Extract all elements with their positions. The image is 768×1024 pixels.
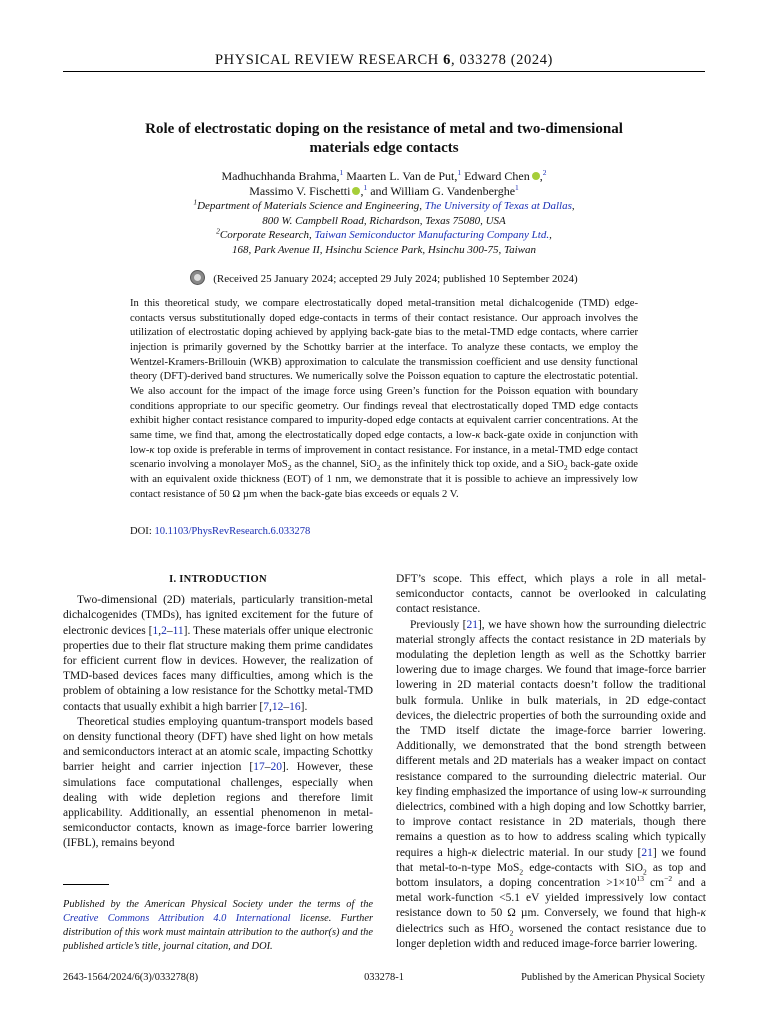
company-link[interactable]: Taiwan Semiconductor Manufacturing Company Ltd. [314, 229, 550, 242]
license-footnote [63, 898, 373, 954]
affiliation-ref[interactable]: 1 [515, 183, 519, 192]
journal-name: PHYSICAL REVIEW RESEARCH [215, 52, 439, 68]
title-line-2: materials edge contacts [309, 140, 459, 156]
abstract-text: In this theoretical study, we compare electrostatically doped metal-transition metal dichalcogenide (TMD) edge-contacts versus substitutionally doped edge-contacts in terms of their contact resistance. Our approach involves the utilization of electrostatic doping achieved by applying back-gate bias to the metal-TMD edge contacts, where carrier injection is primarily governed by the Schottky barrier at the interface. To analyze these contacts, we employ the Wentzel-Kramers-Brillouin (WKB) approximation to calculate the transmission coefficient and use density functional theory (DFT)-derived band structures. We numerically solve the Poisson equation to capture the electrostatic potential. We also account for the impact of the image force using Green’s function for the Poisson equation with boundary conditions appropriate to our specific geometry. Our findings reveal that electrostatically doped TMD edge contacts exhibit higher contact resistance compared to impurity-doped edge contacts at equivalent carrier concentrations. At the same time, we find that, among the electrostatically doped edge contacts, a low- [130, 298, 638, 441]
author-list: Madhuchhanda Brahma,$^1$ Maarten L. Van de Put,$^1$ Edward Chen ,$^2$ Massimo V. Fischetti ,$^1$ and William G. Vandenberghe$^1$ [221, 168, 547, 198]
received-dates: (Received 25 January 2024; accepted 29 July 2024; published 10 September 2024) [213, 273, 578, 285]
affiliation-punct: , [571, 200, 575, 212]
paragraph: Theoretical studies employing quantum-transport models based on density functional theory (DFT) have shed light on how metals and semiconductors interact at an atomic scale, impacting Schottky barrier height and carrier injection [17–20]. However, these simulations face computational challenges, especially when dealing with wide depletion regions and therefore limit applicability. Additionally, an essential phenomenon in metal-semiconductor contacts, known as image-force barrier lowering (IFBL), remains beyond [63, 715, 373, 850]
affiliation-ref[interactable]: 1 [339, 168, 344, 177]
subscript: 2 [287, 463, 292, 473]
citation-link[interactable]: 7 [263, 700, 269, 713]
journal-header [0, 52, 768, 69]
title-line-1: Role of electrostatic doping on the resistance of metal and two-dimensional [145, 121, 623, 137]
author-name: William G. Vandenberghe [390, 184, 516, 198]
kappa-symbol: κ [475, 429, 481, 441]
footnote-rule [63, 884, 109, 885]
footnote-text: Published by the American Physical Society under the terms of the [63, 899, 373, 910]
citation-link[interactable]: 16 [289, 700, 301, 713]
abstract-text: top oxide is preferable in terms of improvement in contact resistance. For instance, in a metal-TMD edge contact scenario involving a monolayer MoS [130, 444, 638, 471]
citation-link[interactable]: 1 [152, 624, 159, 637]
affiliation-punct: , [549, 229, 552, 242]
paragraph: Previously [21], we have shown how the surrounding dielectric material strongly affects the contact resistance in 2D materials by modulating the depletion length as well as the Schottky barrier lowering due to image charges. We found that image-force barrier lowering in 2D material contacts doesn’t follow the traditional bulk formula. Unlike in bulk materials, in 2D edge-contact devices, the dielectric properties of both the surrounding oxide and the TMD itself dictate the image-force barrier lowering. Additionally, we demonstrated that the bond strength between different metals and 2D materials has a weaker impact on contact resistance compared to the surrounding dielectric material. Our key finding emphasized the importance of using low-κ surrounding dielectrics, combined with a high doping and low Schottky barrier, to improve contact resistance in 2D materials, though there remains a question as to how to address scaling which typically requires a high-κ dielectric material. In our study [21] we found that metal-to-n-type MoS$_2$ edge-contacts with SiO$_2$ as top and bottom insulators, a doping concentration $>1\times 10^{13}$ $cm^{-2}$ and a metal work-function <5.1 eV yielded impressively low contact resistance down to 50 Ω µm. Conversely, we found that high-κ dielectrics such as HfO$_2$ worsened the contact resistance due to longer depletion width and reduced image-force barrier lowering. [396, 618, 706, 950]
footer-issn: 2643-1564/2024/6(3)/033278(8) [63, 972, 199, 983]
affiliation-number: 1 [193, 197, 198, 207]
doi-line [130, 526, 310, 537]
license-link[interactable]: Creative Commons Attribution 4.0 International [63, 913, 291, 924]
author-name: Massimo V. Fischetti [249, 184, 351, 198]
footer-page-number: 033278-1 [364, 972, 404, 983]
abstract [130, 297, 638, 502]
journal-volume: 6 [443, 52, 451, 68]
author-name: Edward Chen [464, 169, 530, 183]
affiliation-text: Corporate Research, [219, 229, 312, 242]
citation-link[interactable]: 20 [270, 761, 283, 774]
affiliation-address: 168, Park Avenue II, Hsinchu Science Park, Hsinchu 300-75, Taiwan [232, 243, 536, 256]
publication-history [0, 270, 768, 285]
abstract-text: as the channel, SiO [291, 459, 377, 471]
affiliation-address: 800 W. Campbell Road, Richardson, Texas 75080, USA [262, 214, 506, 227]
affiliation-ref[interactable]: 2 [542, 168, 547, 177]
subscript: 2 [563, 463, 568, 473]
abstract-text: as the infinitely thick top oxide, and a SiO [380, 459, 564, 471]
abstract-text: back-gate oxide in conjunction with low- [130, 429, 638, 456]
citation-link[interactable]: 17 [253, 761, 265, 774]
paragraph: Two-dimensional (2D) materials, particularly transition-metal dichalcogenides (TMDs), has ignited excitement for the future of electronic devices [1,2–11]. These materials offer unique electronic properties due to their flat structure making them prime candidates for efficient current flow in devices. However, the realization of TMD-based devices faces many difficulties, among which is the problem of obtaining a low resistance for the Schottky metal-TMD contacts that usually exhibit a high barrier [7,12–16]. [63, 594, 373, 713]
affiliation-number: 2 [216, 226, 220, 236]
footnote-text: license. Further distribution of this work must maintain attribution to the author(s) and the published article’s title, journal citation, and DOI. [63, 913, 373, 952]
affiliations [110, 199, 658, 257]
citation-link[interactable]: 21 [641, 846, 653, 859]
citation-link[interactable]: 12 [271, 700, 284, 713]
orcid-icon[interactable] [532, 172, 540, 180]
author-name: Madhuchhanda Brahma, [221, 169, 340, 183]
affiliation-ref[interactable]: 1 [457, 168, 462, 177]
abstract-text: back-gate oxide with an equivalent oxide thickness (EOT) of 1 nm, we demonstrate that it is possible to achieve an impressively low contact resistance of 50 Ω µm when the back-gate bias exceeds or equals 2 V. [130, 459, 638, 500]
article-year: , 033278 (2024) [450, 52, 553, 68]
citation-link[interactable]: 2 [161, 624, 167, 637]
author-conjunction: and [370, 184, 388, 198]
header-rule [63, 71, 705, 72]
paper-title [130, 120, 638, 158]
left-column [63, 572, 373, 852]
doi-link[interactable]: 10.1103/PhysRevResearch.6.033278 [154, 526, 311, 537]
right-column [396, 572, 706, 952]
check-for-updates-icon[interactable] [190, 270, 205, 285]
orcid-icon[interactable] [352, 187, 360, 195]
citation-link[interactable]: 21 [466, 618, 478, 631]
paragraph: DFT’s scope. This effect, which plays a role in all metal-semiconductor contacts, cannot be overlooked in calculating contact resistance. [396, 573, 706, 616]
citation-link[interactable]: 11 [172, 624, 184, 637]
author-name: Maarten L. Van de Put, [346, 169, 458, 183]
affiliation-text: Department of Materials Science and Engineering, [197, 200, 422, 212]
footer-publisher: Published by the American Physical Society [521, 972, 705, 983]
affiliation-ref[interactable]: 1 [363, 183, 368, 192]
university-link[interactable]: The University of Texas at Dallas [424, 200, 572, 212]
subscript: 2 [376, 463, 381, 473]
kappa-symbol: κ [149, 444, 155, 456]
doi-label: DOI: [130, 526, 152, 537]
section-title: I. INTRODUCTION [169, 574, 267, 585]
